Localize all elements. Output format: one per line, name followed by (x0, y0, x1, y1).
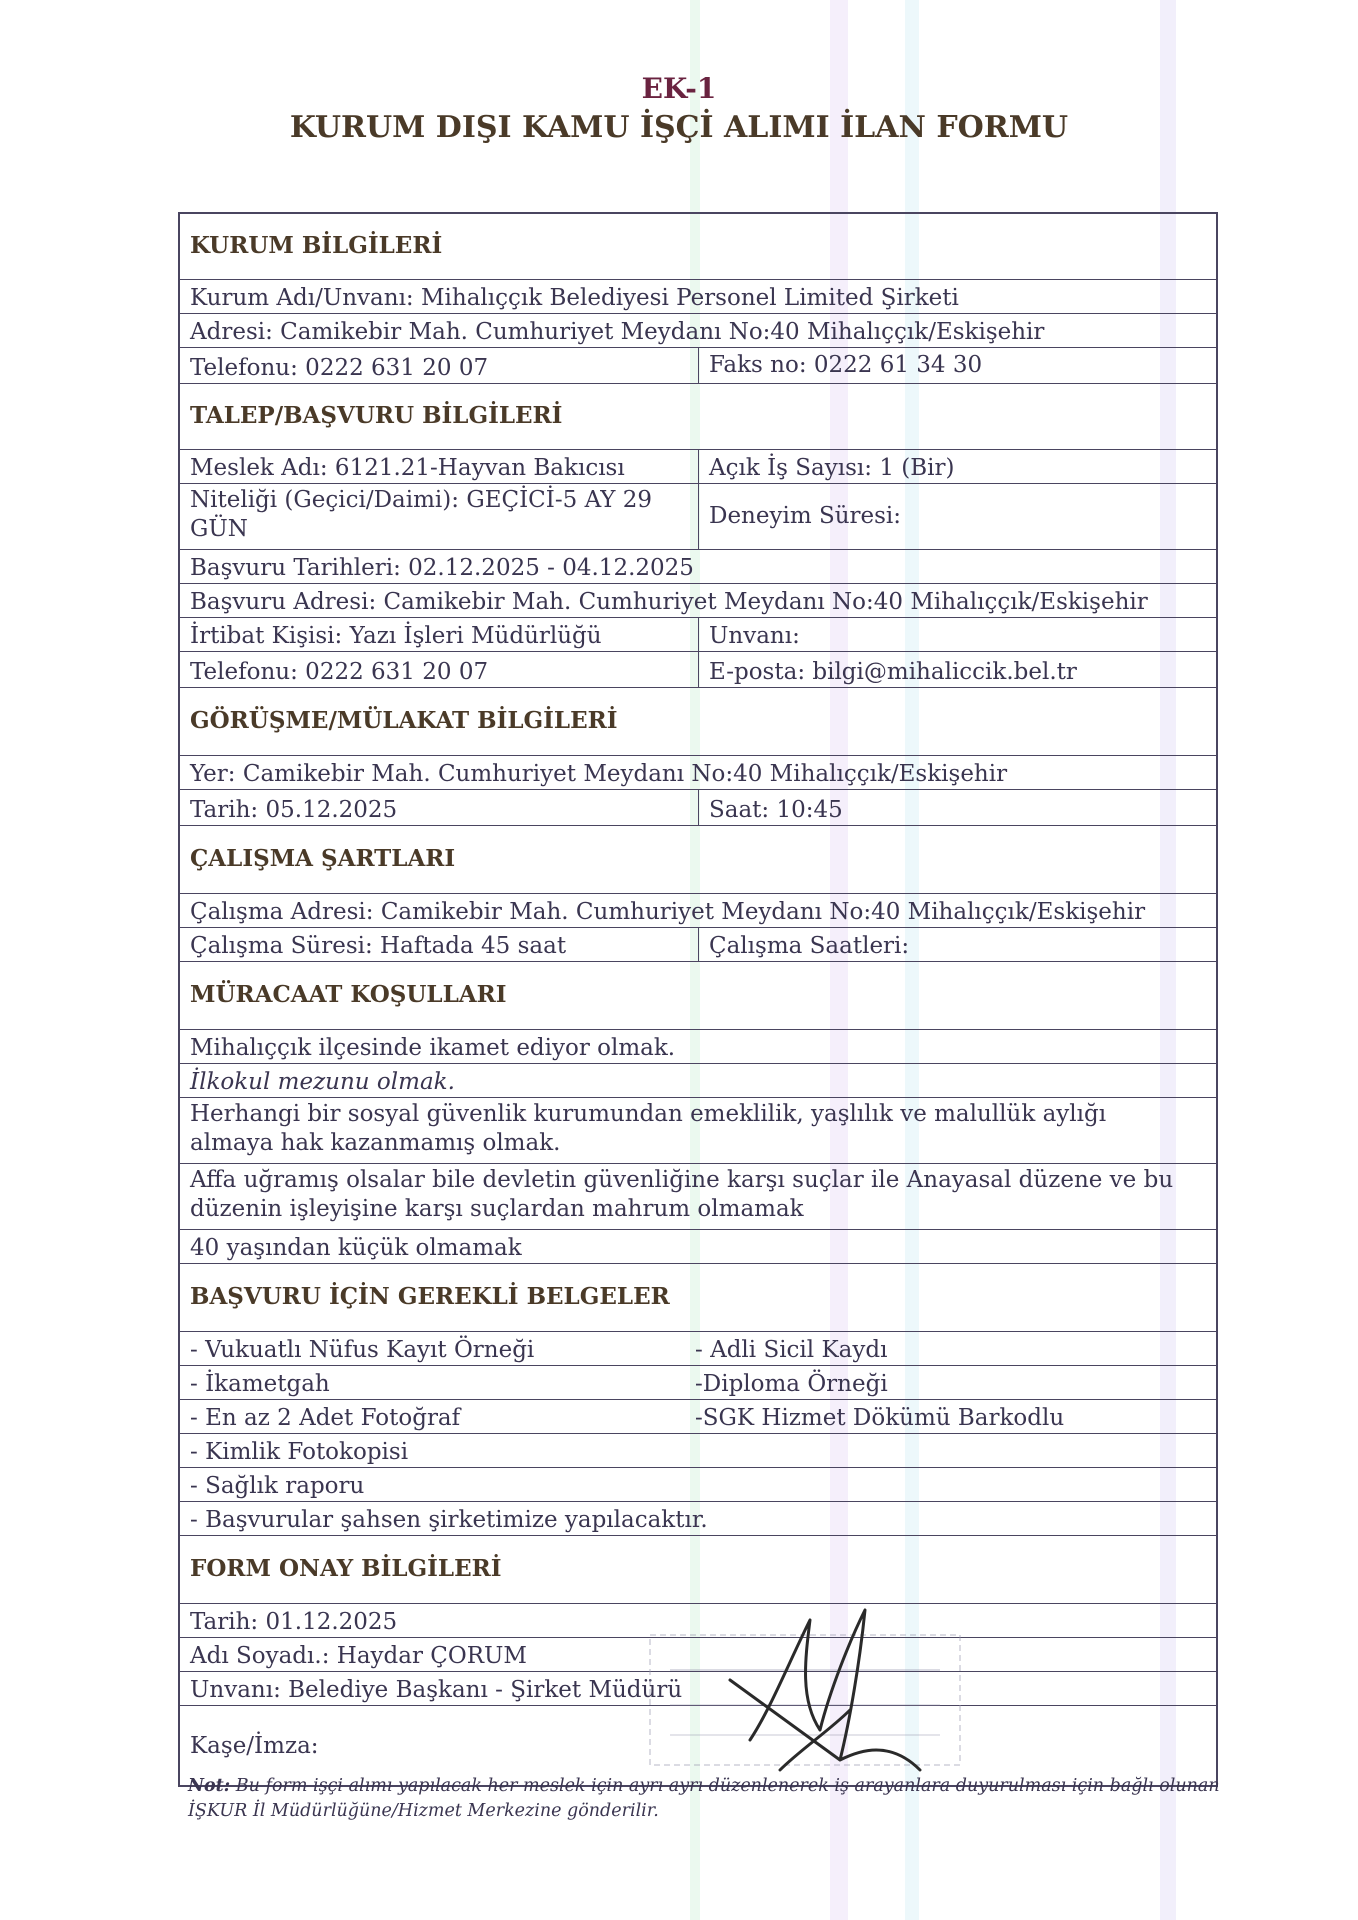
document-item: - En az 2 Adet Fotoğraf (190, 1405, 461, 1432)
section-heading: ÇALIŞMA ŞARTLARI (190, 845, 456, 873)
contact-title: Unvanı: (698, 618, 1220, 651)
document-row (180, 1434, 1216, 1468)
condition-row (180, 1230, 1216, 1264)
document-item: - Sağlık raporu (190, 1473, 365, 1500)
kurum-fax: Faks no: 0222 61 34 30 (698, 348, 1220, 383)
section-heading: MÜRACAAT KOŞULLARI (190, 981, 507, 1009)
calisma-duration-row (180, 928, 1216, 962)
approver-title: Unvanı: Belediye Başkanı - Şirket Müdürü (190, 1677, 683, 1704)
section-calisma-header (180, 826, 1216, 894)
talep-profession-row (180, 450, 1216, 484)
talep-nature-row (180, 484, 1216, 550)
document-item: - Başvurular şahsen şirketimize yapılacaktır. (190, 1507, 708, 1534)
stamp-signature-label: Kaşe/İmza: (190, 1732, 319, 1759)
application-dates: Başvuru Tarihleri: 02.12.2025 - 04.12.2025 (190, 555, 694, 582)
interview-time: Saat: 10:45 (698, 790, 1220, 825)
condition-item: 40 yaşından küçük olmamak (190, 1235, 522, 1262)
section-heading: KURUM BİLGİLERİ (190, 232, 443, 260)
announcement-form (178, 212, 1218, 1787)
page-title: KURUM DIŞI KAMU İŞÇİ ALIMI İLAN FORMU (289, 110, 1069, 145)
calisma-address-row (180, 894, 1216, 928)
document-item: - Vukuatlı Nüfus Kayıt Örneği (190, 1337, 535, 1364)
condition-item: İlkokul mezunu olmak. (190, 1069, 455, 1096)
talep-contact-row (180, 618, 1216, 652)
contact-phone: Telefonu: 0222 631 20 07 (190, 659, 489, 686)
kurum-name-row (180, 280, 1216, 314)
section-kurum-header (180, 214, 1216, 280)
document-row (180, 1502, 1216, 1536)
contact-email: E-posta: bilgi@mihaliccik.bel.tr (698, 652, 1220, 687)
form-code: EK-1 (641, 72, 717, 105)
signature-icon (690, 1600, 990, 1800)
document-row (180, 1366, 1216, 1400)
kurum-address-row (180, 314, 1216, 348)
section-belgeler-header (180, 1264, 1216, 1332)
kurum-phone: Telefonu: 0222 631 20 07 (190, 355, 489, 382)
gorusme-place-row (180, 756, 1216, 790)
talep-phone-row (180, 652, 1216, 688)
condition-row (180, 1164, 1216, 1230)
note-text: Bu form işçi alımı yapılacak her meslek için ayrı ayrı düzenlenerek iş arayanlara duyurulması için bağlı olunan İŞKUR İl Müdürlüğüne/Hizmet Merkezine gönderilir. (188, 1776, 1220, 1822)
section-heading: FORM ONAY BİLGİLERİ (190, 1555, 502, 1583)
condition-item: Herhangi bir sosyal güvenlik kurumundan emeklilik, yaşlılık ve malullük aylığı almaya hak kazanmamış olmak. (190, 1101, 1107, 1156)
section-heading: TALEP/BAŞVURU BİLGİLERİ (190, 402, 563, 430)
section-heading: GÖRÜŞME/MÜLAKAT BİLGİLERİ (190, 707, 618, 735)
section-heading: BAŞVURU İÇİN GEREKLİ BELGELER (190, 1283, 670, 1311)
gorusme-date-row (180, 790, 1216, 826)
condition-row (180, 1064, 1216, 1098)
document-row (180, 1332, 1216, 1366)
document-item: - Kimlik Fotokopisi (190, 1439, 409, 1466)
application-address: Başvuru Adresi: Camikebir Mah. Cumhuriyet Meydanı No:40 Mihalıççık/Eskişehir (190, 589, 1148, 616)
note-label: Not: (188, 1776, 231, 1796)
footnote (188, 1774, 1228, 1825)
work-hours: Çalışma Saatleri: (698, 928, 1220, 961)
nature: Niteliği (Geçici/Daimi): GEÇİCİ-5 AY 29 GÜN (190, 487, 653, 542)
section-talep-header (180, 384, 1216, 450)
section-muracaat-header (180, 962, 1216, 1030)
openings: Açık İş Sayısı: 1 (Bir) (698, 450, 1220, 483)
talep-address-row (180, 584, 1216, 618)
kurum-phone-row (180, 348, 1216, 384)
approval-date: Tarih: 01.12.2025 (190, 1609, 398, 1636)
document-item: - Adli Sicil Kaydı (695, 1337, 888, 1364)
interview-place: Yer: Camikebir Mah. Cumhuriyet Meydanı No:40 Mihalıççık/Eskişehir (190, 761, 1008, 788)
section-gorusme-header (180, 688, 1216, 756)
document-item: - İkametgah (190, 1371, 330, 1398)
work-duration: Çalışma Süresi: Haftada 45 saat (190, 933, 567, 960)
section-onay-header (180, 1536, 1216, 1604)
work-address: Çalışma Adresi: Camikebir Mah. Cumhuriyet Meydanı No:40 Mihalıççık/Eskişehir (190, 899, 1146, 926)
condition-item: Affa uğramış olsalar bile devletin güvenliğine karşı suçlar ile Anayasal düzene ve bu düzenin işleyişine karşı suçlardan mahrum olmamak (190, 1167, 1174, 1222)
document-item: -SGK Hizmet Dökümü Barkodlu (695, 1405, 1065, 1432)
condition-item: Mihalıççık ilçesinde ikamet ediyor olmak. (190, 1035, 676, 1062)
kurum-name: Kurum Adı/Unvanı: Mihalıççık Belediyesi Personel Limited Şirketi (190, 285, 959, 312)
document-item: -Diploma Örneği (695, 1371, 888, 1398)
document-row (180, 1400, 1216, 1434)
interview-date: Tarih: 05.12.2025 (190, 797, 398, 824)
approver-name: Adı Soyadı.: Haydar ÇORUM (190, 1643, 527, 1670)
experience: Deneyim Süresi: (698, 484, 1220, 549)
condition-row (180, 1098, 1216, 1164)
kurum-address: Adresi: Camikebir Mah. Cumhuriyet Meydanı No:40 Mihalıççık/Eskişehir (190, 319, 1045, 346)
condition-row (180, 1030, 1216, 1064)
document-row (180, 1468, 1216, 1502)
talep-dates-row (180, 550, 1216, 584)
profession: Meslek Adı: 6121.21-Hayvan Bakıcısı (190, 455, 625, 482)
contact-person: İrtibat Kişisi: Yazı İşleri Müdürlüğü (190, 623, 602, 650)
